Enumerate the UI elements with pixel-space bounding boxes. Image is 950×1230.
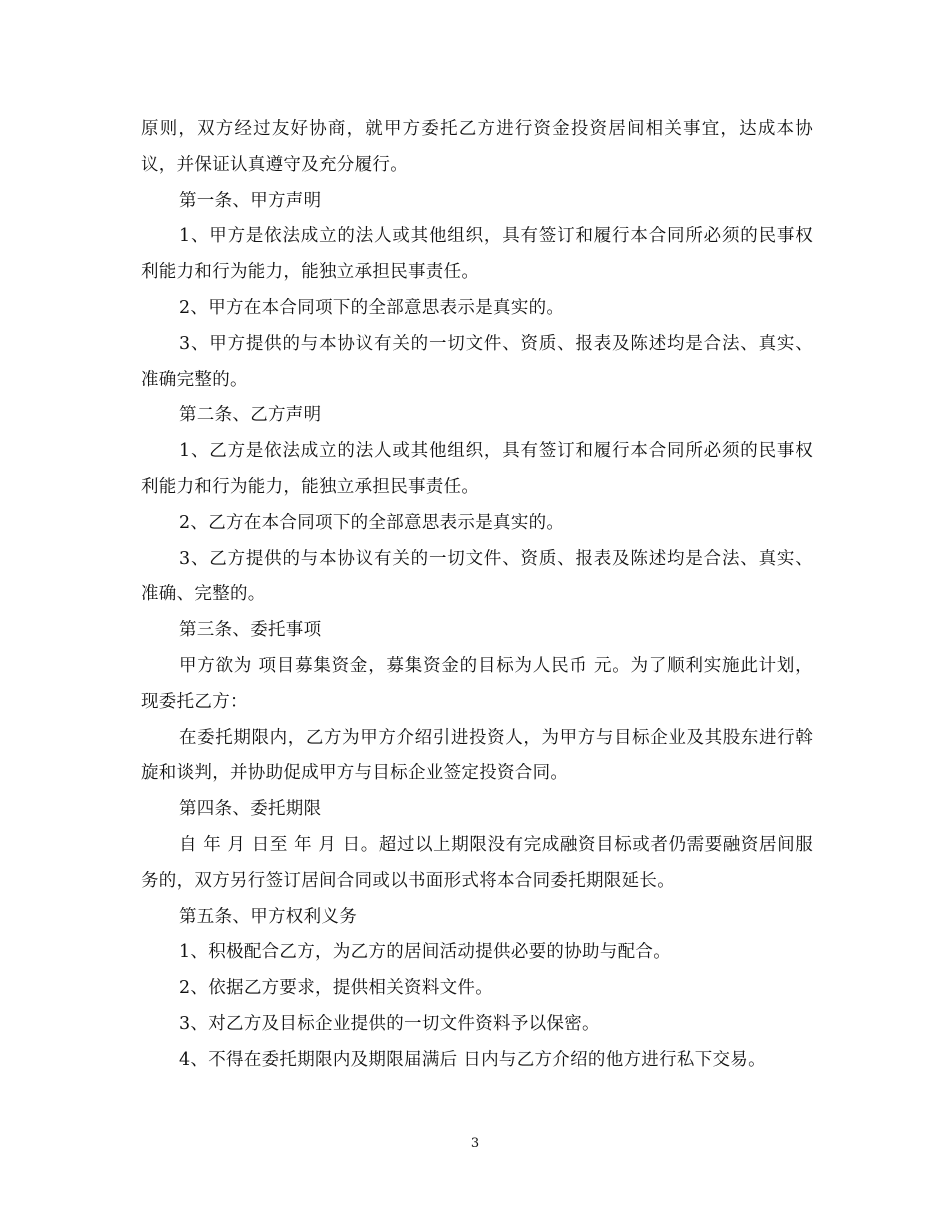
- paragraph-article-4-body: 自 年 月 日至 年 月 日。超过以上期限没有完成融资目标或者仍需要融资居间服务的，双方另行签订居间合同或以书面形式将本合同委托期限延长。: [141, 834, 813, 891]
- paragraph-article-2-item-2: 2、乙方在本合同项下的全部意思表示是真实的。: [179, 512, 565, 533]
- paragraph-article-1-item-1: 1、甲方是依法成立的法人或其他组织，具有签订和履行本合同所必须的民事权利能力和行为能力，能独立承担民事责任。: [141, 226, 813, 283]
- paragraph-article-4-heading: 第四条、委托期限: [179, 799, 322, 820]
- paragraph-article-1-item-2: 2、甲方在本合同项下的全部意思表示是真实的。: [179, 297, 565, 318]
- paragraph-article-3-body-2: 在委托期限内，乙方为甲方介绍引进投资人，为甲方与目标企业及其股东进行斡旋和谈判，并协助促成甲方与目标企业签定投资合同。: [141, 727, 813, 784]
- document-body: [141, 112, 813, 1079]
- paragraph-article-1-heading: 第一条、甲方声明: [179, 190, 322, 211]
- paragraph-article-2-item-3: 3、乙方提供的与本协议有关的一切文件、资质、报表及陈述均是合法、真实、准确、完整的。: [141, 548, 813, 605]
- paragraph-article-5-heading: 第五条、甲方权利义务: [179, 906, 357, 927]
- paragraph-article-5-item-1: 1、积极配合乙方，为乙方的居间活动提供必要的协助与配合。: [179, 942, 672, 963]
- page-number: 3: [470, 1136, 480, 1151]
- paragraph-article-3-heading: 第三条、委托事项: [179, 620, 322, 641]
- paragraph-article-5-item-4: 4、不得在委托期限内及期限届满后 日内与乙方介绍的他方进行私下交易。: [179, 1049, 766, 1070]
- paragraph-article-3-body-1: 甲方欲为 项目募集资金，募集资金的目标为人民币 元。为了顺利实施此计划，现委托乙方：: [141, 655, 813, 712]
- paragraph-article-5-item-3: 3、对乙方及目标企业提供的一切文件资料予以保密。: [179, 1013, 600, 1034]
- paragraph-article-5-item-2: 2、依据乙方要求，提供相关资料文件。: [179, 978, 494, 999]
- paragraph-intro-continuation: 原则，双方经过友好协商，就甲方委托乙方进行资金投资居间相关事宜，达成本协议，并保证认真遵守及充分履行。: [141, 119, 813, 175]
- paragraph-article-2-heading: 第二条、乙方声明: [179, 405, 322, 426]
- paragraph-article-1-item-3: 3、甲方提供的与本协议有关的一切文件、资质、报表及陈述均是合法、真实、准确完整的。: [141, 333, 813, 390]
- paragraph-article-2-item-1: 1、乙方是依法成立的法人或其他组织，具有签订和履行本合同所必须的民事权利能力和行为能力，能独立承担民事责任。: [141, 441, 813, 497]
